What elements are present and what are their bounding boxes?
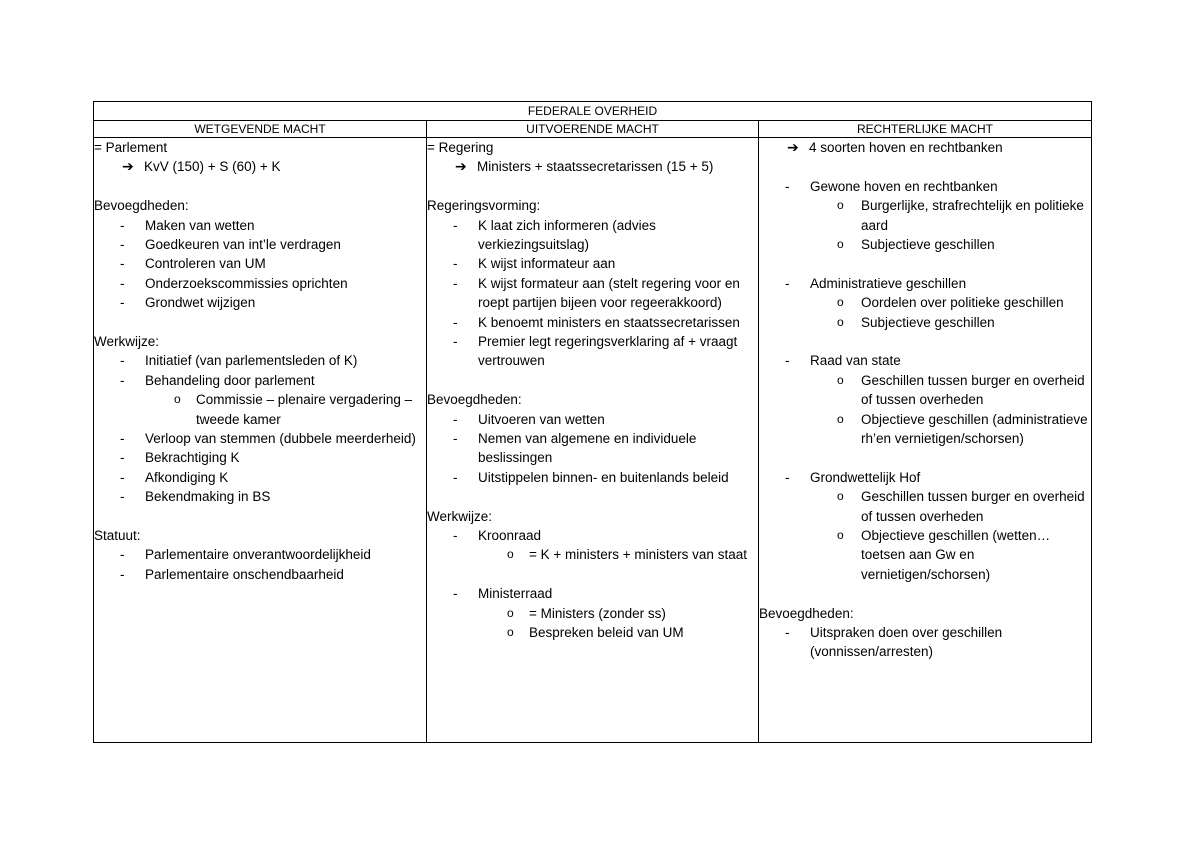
list-item: - Uitspraken doen over geschillen (vonnissen/arresten) (785, 625, 1003, 660)
wetgevend-bevoegdheden-heading: Bevoegdheden: (94, 198, 189, 214)
column-wetgevende-macht (94, 138, 427, 743)
wetgevend-composition-item: ➔ KvV (150) + S (60) + K (94, 157, 426, 176)
header-uitvoerende-macht: UITVOERENDE MACHT (427, 121, 759, 138)
header-wetgevende-macht: WETGEVENDE MACHT (94, 121, 427, 138)
list-item: - Initiatief (van parlementsleden of K) (120, 353, 358, 369)
list-item: - Grondwettelijk Hof (785, 469, 921, 485)
sub-list-item: o Burgerlijke, strafrechtelijk en politieke aard (837, 198, 1084, 233)
rechterlijk-bevoegdheden-heading: Bevoegdheden: (759, 605, 854, 621)
uitvoerend-bevoegdheden-heading: Bevoegdheden: (427, 392, 522, 408)
list-item: - K laat zich informeren (advies verkiezingsuitslag) (453, 217, 656, 253)
wetgevend-statuut-heading: Statuut: (94, 528, 141, 544)
sub-list-item: o = Ministers (zonder ss) (507, 605, 666, 621)
header-rechterlijke-macht: RECHTERLIJKE MACHT (759, 121, 1092, 138)
arrow-icon: ➔ (787, 139, 799, 155)
list-item: - Uitstippelen binnen- en buitenlands beleid (453, 469, 729, 485)
sub-list-item: o Objectieve geschillen (wetten… toetsen aan Gw en vernietigen/schorsen) (837, 528, 1051, 582)
list-item: - Grondwet wijzigen (120, 295, 256, 311)
table-title: FEDERALE OVERHEID (94, 102, 1092, 121)
sub-list-item: o Subjectieve geschillen (837, 314, 995, 330)
federale-overheid-table (93, 101, 1092, 743)
list-item: - Verloop van stemmen (dubbele meerderheid) (120, 431, 416, 447)
list-item: - Bekendmaking in BS (120, 489, 271, 505)
list-item: - Afkondiging K (120, 469, 229, 485)
uitvoerend-werkwijze-heading: Werkwijze: (427, 508, 493, 524)
sub-list-item: o = K + ministers + ministers van staat (507, 547, 747, 563)
sub-list-item: o Geschillen tussen burger en overheid of tussen overheden (837, 372, 1085, 408)
wetgevend-intro: = Parlement (94, 140, 168, 155)
list-item: - K benoemt ministers en staatssecretarissen (453, 314, 740, 330)
sub-list-item: o Commissie – plenaire vergadering – tweede kamer (174, 392, 413, 427)
sub-list-item: o Oordelen over politieke geschillen (837, 295, 1064, 311)
list-item: - Parlementaire onschendbaarheid (120, 566, 344, 582)
sub-list-item: o Geschillen tussen burger en overheid of tussen overheden (837, 489, 1085, 524)
uitvoerend-intro: = Regering (427, 140, 494, 155)
list-item: - Behandeling door parlement (120, 372, 315, 388)
arrow-icon: ➔ (455, 158, 467, 175)
list-item: - Ministerraad (453, 586, 553, 602)
wetgevend-werkwijze-heading: Werkwijze: (94, 334, 160, 350)
sub-list-item: o Subjectieve geschillen (837, 237, 995, 253)
uitvoerend-regeringsvorming-heading: Regeringsvorming: (427, 198, 541, 214)
list-item: - Maken van wetten (120, 217, 255, 233)
list-item: - Parlementaire onverantwoordelijkheid (120, 547, 371, 563)
list-item: - Goedkeuren van int’le verdragen (120, 237, 341, 253)
arrow-icon: ➔ (122, 158, 134, 175)
rechterlijk-intro-item: ➔ 4 soorten hoven en rechtbanken (759, 138, 1091, 157)
list-item: - Administratieve geschillen (785, 275, 967, 291)
list-item: - K wijst informateur aan (453, 256, 616, 272)
list-item: - Uitvoeren van wetten (453, 411, 605, 427)
list-item: - Premier legt regeringsverklaring af + vraagt vertrouwen (453, 334, 738, 369)
list-item: - Gewone hoven en rechtbanken (785, 178, 998, 194)
list-item: - Bekrachtiging K (120, 450, 240, 466)
list-item: - Onderzoekscommissies oprichten (120, 275, 348, 291)
list-item: - Raad van state (785, 353, 901, 369)
list-item: - K wijst formateur aan (stelt regering voor en roept partijen bijeen voor regeerakkoord) (453, 275, 740, 311)
list-item: - Kroonraad (453, 528, 542, 544)
sub-list-item: o Objectieve geschillen (administratieve rh’en vernietigen/schorsen) (837, 411, 1088, 447)
sub-list-item: o Bespreken beleid van UM (507, 625, 684, 641)
list-item: - Nemen van algemene en individuele beslissingen (453, 431, 697, 466)
column-uitvoerende-macht (427, 138, 759, 743)
uitvoerend-composition-item: ➔ Ministers + staatssecretarissen (15 + 5) (427, 157, 758, 176)
column-rechterlijke-macht (759, 138, 1092, 743)
list-item: - Controleren van UM (120, 256, 266, 272)
